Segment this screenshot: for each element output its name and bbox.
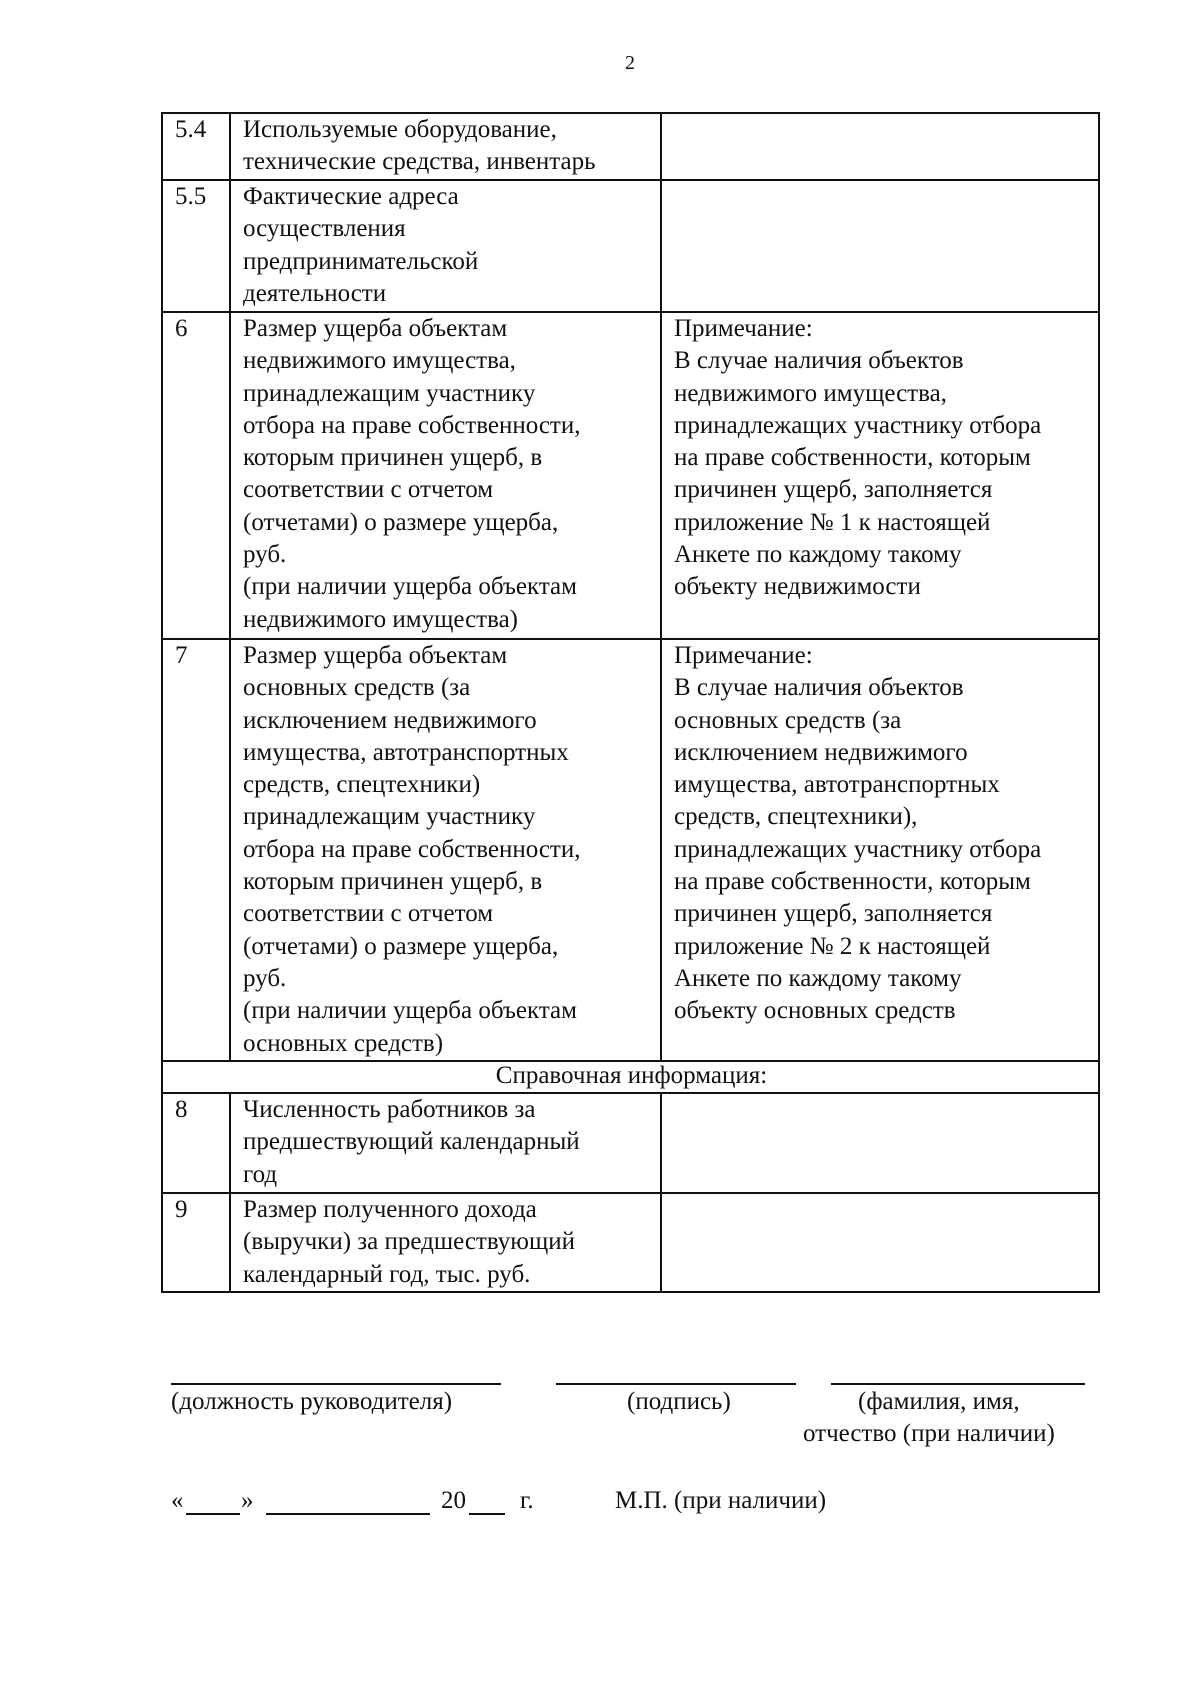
- note-line: приложение № 2 к настоящей: [674, 932, 991, 960]
- row-label: [230, 312, 661, 639]
- signature-line[interactable]: [556, 1383, 796, 1385]
- note-line: исключением недвижимого: [674, 738, 968, 766]
- label-line: недвижимого имущества,: [243, 347, 516, 375]
- date-close-quote: »: [241, 1487, 254, 1514]
- row-number: 7: [162, 639, 230, 1061]
- label-line: предпринимательской: [243, 247, 479, 275]
- note-line: на праве собственности, которым: [674, 868, 1031, 896]
- note-line: принадлежащих участнику отбора: [674, 835, 1042, 863]
- label-line: отбора на праве собственности,: [243, 411, 581, 439]
- table-row: [162, 1193, 1099, 1292]
- row-note: [661, 312, 1099, 639]
- label-line: (отчетами) о размере ущерба,: [243, 932, 559, 960]
- row-value-field[interactable]: [661, 113, 1099, 180]
- label-line: недвижимого имущества): [243, 605, 518, 633]
- year-prefix: 20: [441, 1487, 466, 1514]
- label-line: Численность работников за: [243, 1096, 536, 1123]
- position-signature-line[interactable]: [171, 1383, 501, 1385]
- month-blank[interactable]: [266, 1513, 430, 1515]
- label-line: средств, спецтехники): [243, 771, 481, 799]
- note-line: Анкете по каждому такому: [674, 964, 962, 992]
- page-number: 2: [625, 52, 635, 74]
- note-line: Примечание:: [674, 315, 813, 342]
- note-line: причинен ущерб, заполняется: [674, 900, 993, 928]
- label-line: руб.: [243, 964, 287, 992]
- label-line: Размер ущерба объектам: [243, 315, 508, 342]
- label-line: Используемые оборудование,: [243, 116, 557, 143]
- row-label: [230, 1193, 661, 1292]
- label-line: которым причинен ущерб, в: [243, 444, 543, 472]
- table-row: [162, 1093, 1099, 1193]
- position-caption: (должность руководителя): [171, 1388, 453, 1415]
- day-blank[interactable]: [186, 1513, 240, 1515]
- label-line: руб.: [243, 541, 287, 569]
- label-line: соответствии с отчетом: [243, 900, 494, 928]
- table-row: [162, 180, 1099, 312]
- note-line: имущества, автотранспортных: [674, 771, 1000, 799]
- row-number: 8: [162, 1093, 230, 1193]
- label-line: основных средств): [243, 1029, 444, 1057]
- label-line: имущества, автотранспортных: [243, 738, 569, 766]
- label-line: соответствии с отчетом: [243, 476, 494, 504]
- label-line: (выручки) за предшествующий: [243, 1228, 575, 1256]
- section-heading: Справочная информация:: [162, 1061, 1099, 1093]
- note-line: причинен ущерб, заполняется: [674, 476, 993, 504]
- label-line: год: [243, 1160, 278, 1188]
- row-label: [230, 113, 661, 180]
- label-line: (при наличии ущерба объектам: [243, 997, 577, 1025]
- label-line: (при наличии ущерба объектам: [243, 573, 577, 601]
- name-caption-line-2: отчество (при наличии): [803, 1420, 1055, 1447]
- row-value-field[interactable]: [661, 1093, 1099, 1193]
- name-caption-line-1: (фамилия, имя,: [858, 1388, 1020, 1415]
- table-row: [162, 113, 1099, 180]
- row-note: [661, 639, 1099, 1061]
- row-label: [230, 639, 661, 1061]
- label-line: осуществления: [243, 215, 406, 243]
- note-line: средств, спецтехники),: [674, 803, 918, 831]
- label-line: Размер ущерба объектам: [243, 642, 508, 669]
- label-line: исключением недвижимого: [243, 706, 537, 734]
- row-value-field[interactable]: [661, 180, 1099, 312]
- row-number: 5.4: [162, 113, 230, 180]
- label-line: (отчетами) о размере ущерба,: [243, 508, 559, 536]
- label-line: основных средств (за: [243, 674, 471, 702]
- note-line: основных средств (за: [674, 706, 902, 734]
- label-line: технические средства, инвентарь: [243, 148, 596, 176]
- note-line: Примечание:: [674, 642, 813, 669]
- year-suffix: г.: [520, 1487, 534, 1514]
- section-heading-row: [162, 1061, 1099, 1093]
- note-line: недвижимого имущества,: [674, 379, 947, 407]
- row-value-field[interactable]: [661, 1193, 1099, 1292]
- label-line: Размер полученного дохода: [243, 1196, 537, 1223]
- row-number: 6: [162, 312, 230, 639]
- table-row: [162, 639, 1099, 1061]
- note-line: В случае наличия объектов: [674, 674, 964, 702]
- signature-caption: (подпись): [627, 1388, 731, 1415]
- row-number: 5.5: [162, 180, 230, 312]
- note-line: на праве собственности, которым: [674, 444, 1031, 472]
- name-signature-line[interactable]: [831, 1383, 1085, 1385]
- label-line: которым причинен ущерб, в: [243, 868, 543, 896]
- row-label: [230, 1093, 661, 1193]
- note-line: Анкете по каждому такому: [674, 541, 962, 569]
- note-line: принадлежащих участнику отбора: [674, 411, 1042, 439]
- row-number: 9: [162, 1193, 230, 1292]
- label-line: деятельности: [243, 279, 387, 307]
- label-line: календарный год, тыс. руб.: [243, 1260, 531, 1288]
- label-line: отбора на праве собственности,: [243, 835, 581, 863]
- table-row: [162, 312, 1099, 639]
- row-label: [230, 180, 661, 312]
- questionnaire-table: [161, 112, 1100, 1293]
- note-line: объекту недвижимости: [674, 573, 921, 601]
- note-line: В случае наличия объектов: [674, 347, 964, 375]
- stamp-caption: М.П. (при наличии): [615, 1487, 827, 1514]
- label-line: предшествующий календарный: [243, 1128, 580, 1156]
- note-line: приложение № 1 к настоящей: [674, 508, 991, 536]
- date-open-quote: «: [171, 1487, 184, 1514]
- label-line: принадлежащим участнику: [243, 379, 536, 407]
- note-line: объекту основных средств: [674, 997, 956, 1025]
- label-line: Фактические адреса: [243, 183, 459, 210]
- label-line: принадлежащим участнику: [243, 803, 536, 831]
- year-blank[interactable]: [469, 1513, 505, 1515]
